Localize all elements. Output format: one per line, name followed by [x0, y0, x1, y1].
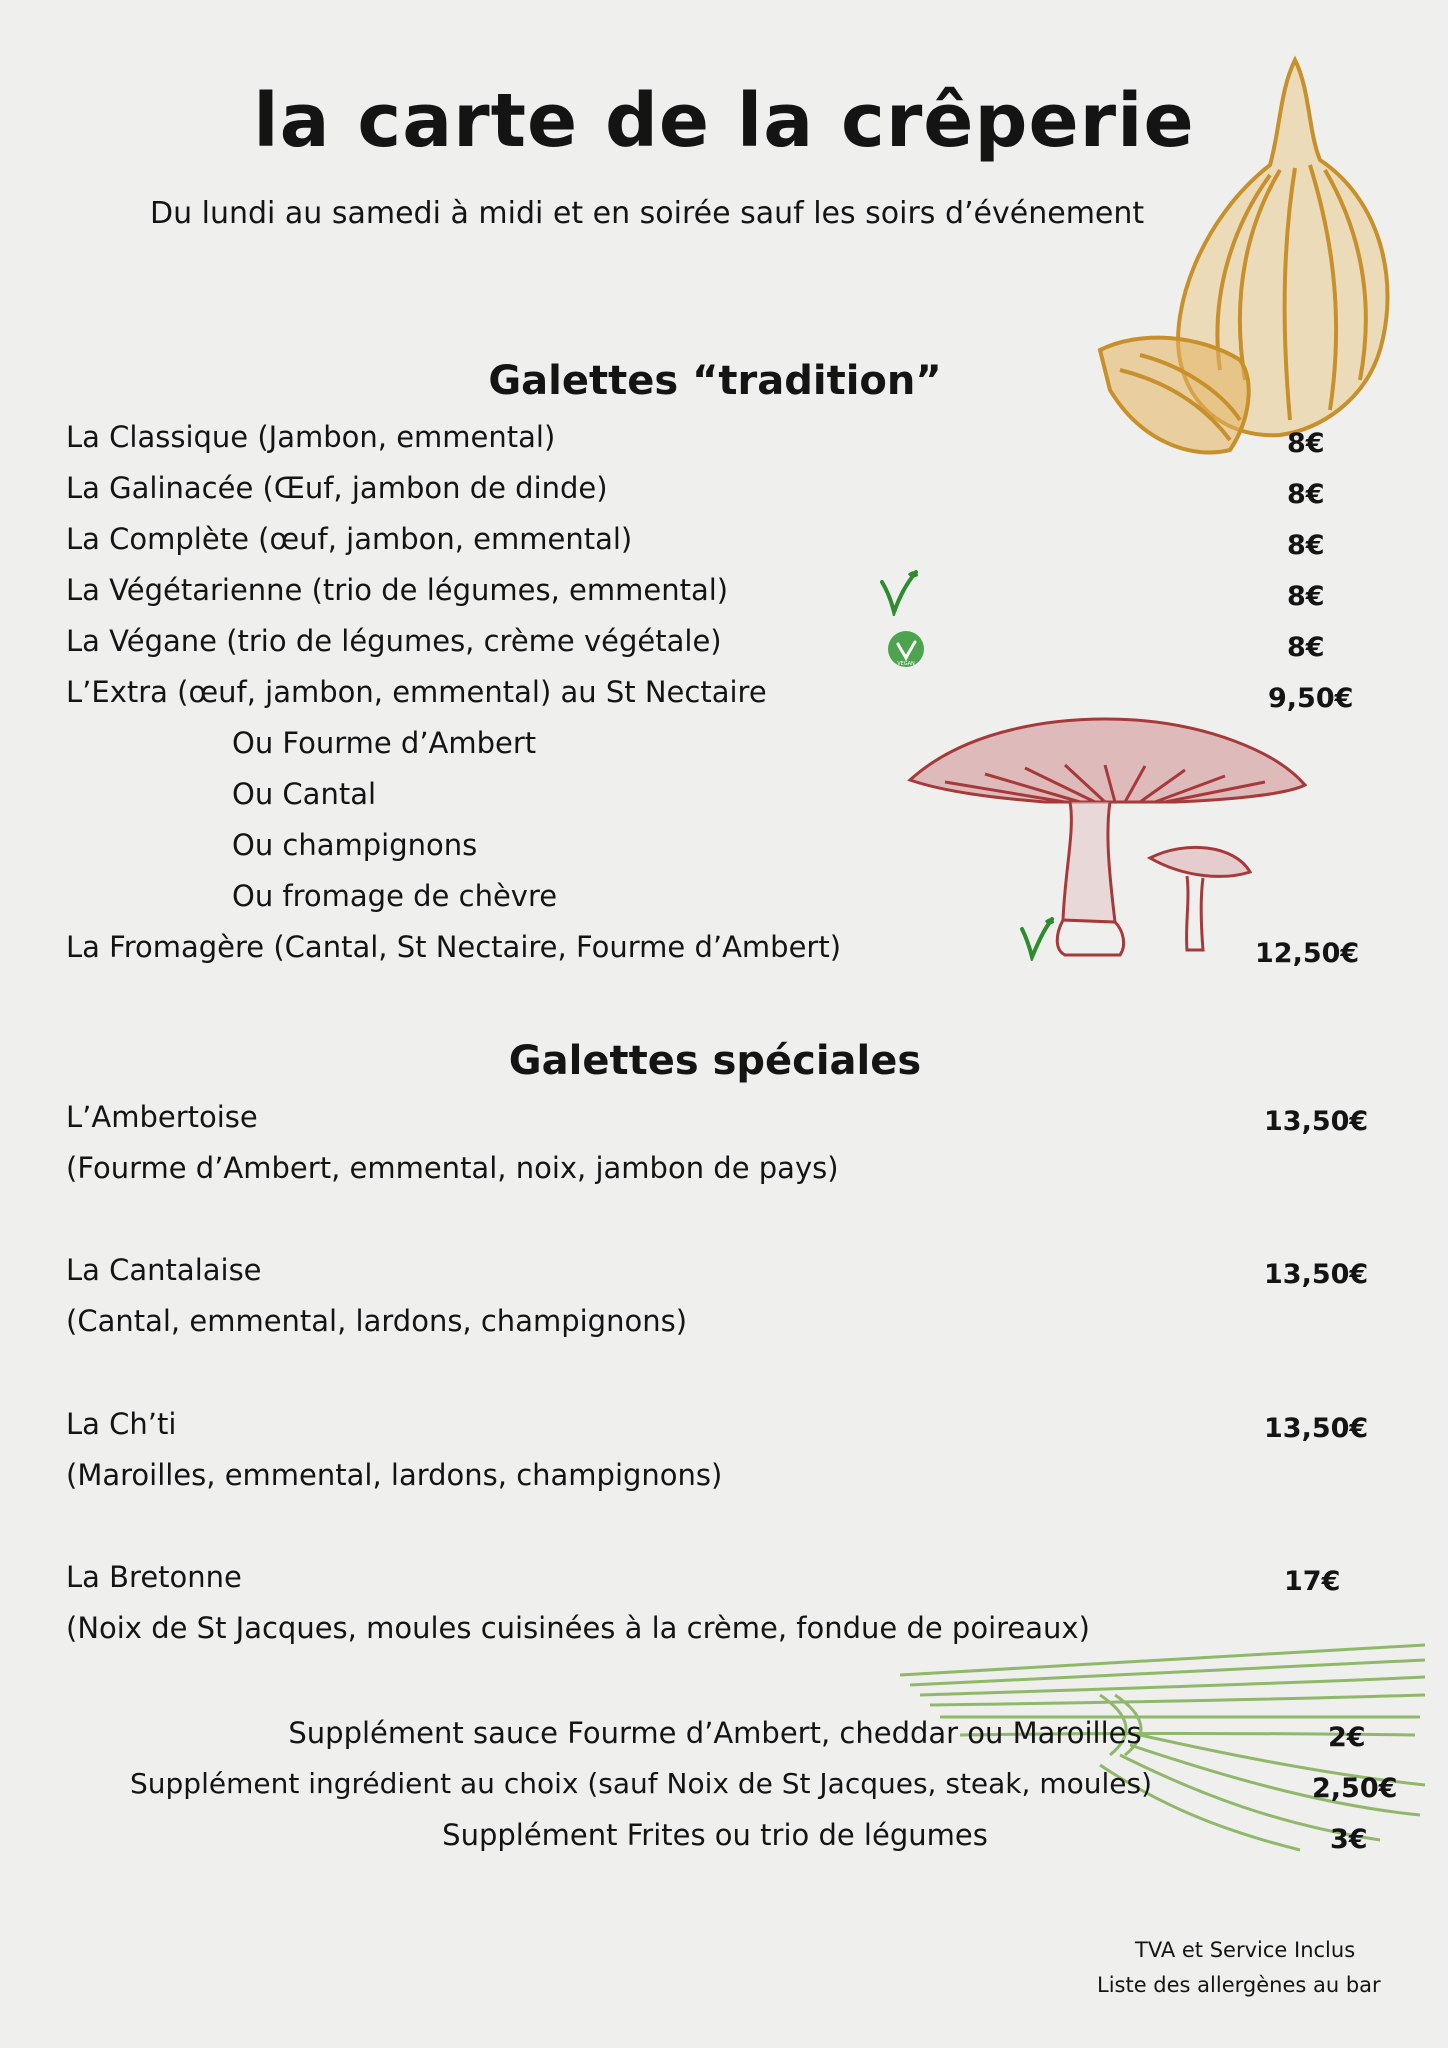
special-item-name: La Cantalaise: [66, 1253, 262, 1287]
special-item-price: 13,50€: [1264, 1413, 1369, 1444]
special-item-price: 17€: [1284, 1566, 1341, 1597]
special-item-name: La Ch’ti: [66, 1407, 177, 1441]
menu-item: L’Extra (œuf, jambon, emmental) au St Nectaire: [66, 675, 767, 709]
menu-subtitle: Du lundi au samedi à midi et en soirée sauf les soirs d’événement: [150, 196, 1145, 231]
menu-item-option: Ou Cantal: [232, 777, 377, 811]
menu-item-price: 9,50€: [1268, 683, 1354, 714]
special-item-name: L’Ambertoise: [66, 1100, 258, 1134]
supplement-item: Supplément ingrédient au choix (sauf Noix de St Jacques, steak, moules): [130, 1767, 1152, 1800]
special-item-desc: (Fourme d’Ambert, emmental, noix, jambon de pays): [66, 1151, 839, 1185]
menu-item: La Galinacée (Œuf, jambon de dinde): [66, 471, 608, 505]
menu-item-price: 8€: [1287, 530, 1325, 561]
section-title-tradition: Galettes “tradition”: [488, 358, 942, 404]
menu-item-option: Ou fromage de chèvre: [232, 879, 558, 913]
mushroom-illustration: [905, 710, 1310, 960]
vegan-badge-text: VEGAN: [897, 661, 915, 667]
special-item-price: 13,50€: [1264, 1106, 1369, 1137]
menu-item-price: 8€: [1287, 632, 1325, 663]
menu-item: La Végétarienne (trio de légumes, emmental): [66, 573, 729, 607]
menu-item: La Complète (œuf, jambon, emmental): [66, 522, 633, 556]
section-title-speciales: Galettes spéciales: [508, 1038, 922, 1084]
special-item-name: La Bretonne: [66, 1560, 242, 1594]
supplement-price: 2,50€: [1312, 1773, 1398, 1804]
special-item-price: 13,50€: [1264, 1259, 1369, 1290]
menu-item-price: 12,50€: [1255, 938, 1360, 969]
menu-item-option: Ou champignons: [232, 828, 478, 862]
menu-item-option: Ou Fourme d’Ambert: [232, 726, 537, 760]
menu-item: La Fromagère (Cantal, St Nectaire, Fourme d’Ambert): [66, 930, 842, 964]
vegetarian-v-icon: [1018, 915, 1056, 961]
menu-item-price: 8€: [1287, 428, 1325, 459]
menu-title: la carte de la crêperie: [253, 78, 1195, 164]
menu-item-price: 8€: [1287, 581, 1325, 612]
supplement-price: 3€: [1330, 1824, 1368, 1855]
menu-item: La Végane (trio de légumes, crème végétale): [66, 624, 722, 658]
vegan-badge-icon: [887, 630, 925, 668]
footer-allergens-note: Liste des allergènes au bar: [1097, 1973, 1381, 1997]
footer-tva-note: TVA et Service Inclus: [1135, 1938, 1356, 1962]
special-item-desc: (Noix de St Jacques, moules cuisinées à la crème, fondue de poireaux): [66, 1611, 1090, 1645]
supplement-item: Supplément sauce Fourme d’Ambert, cheddar ou Maroilles: [288, 1716, 1142, 1750]
special-item-desc: (Cantal, emmental, lardons, champignons): [66, 1304, 688, 1338]
supplement-item: Supplément Frites ou trio de légumes: [442, 1818, 988, 1852]
supplement-price: 2€: [1328, 1722, 1366, 1753]
menu-item-price: 8€: [1287, 479, 1325, 510]
vegetarian-v-icon: [878, 568, 920, 616]
menu-item: La Classique (Jambon, emmental): [66, 420, 556, 454]
special-item-desc: (Maroilles, emmental, lardons, champignons): [66, 1458, 723, 1492]
